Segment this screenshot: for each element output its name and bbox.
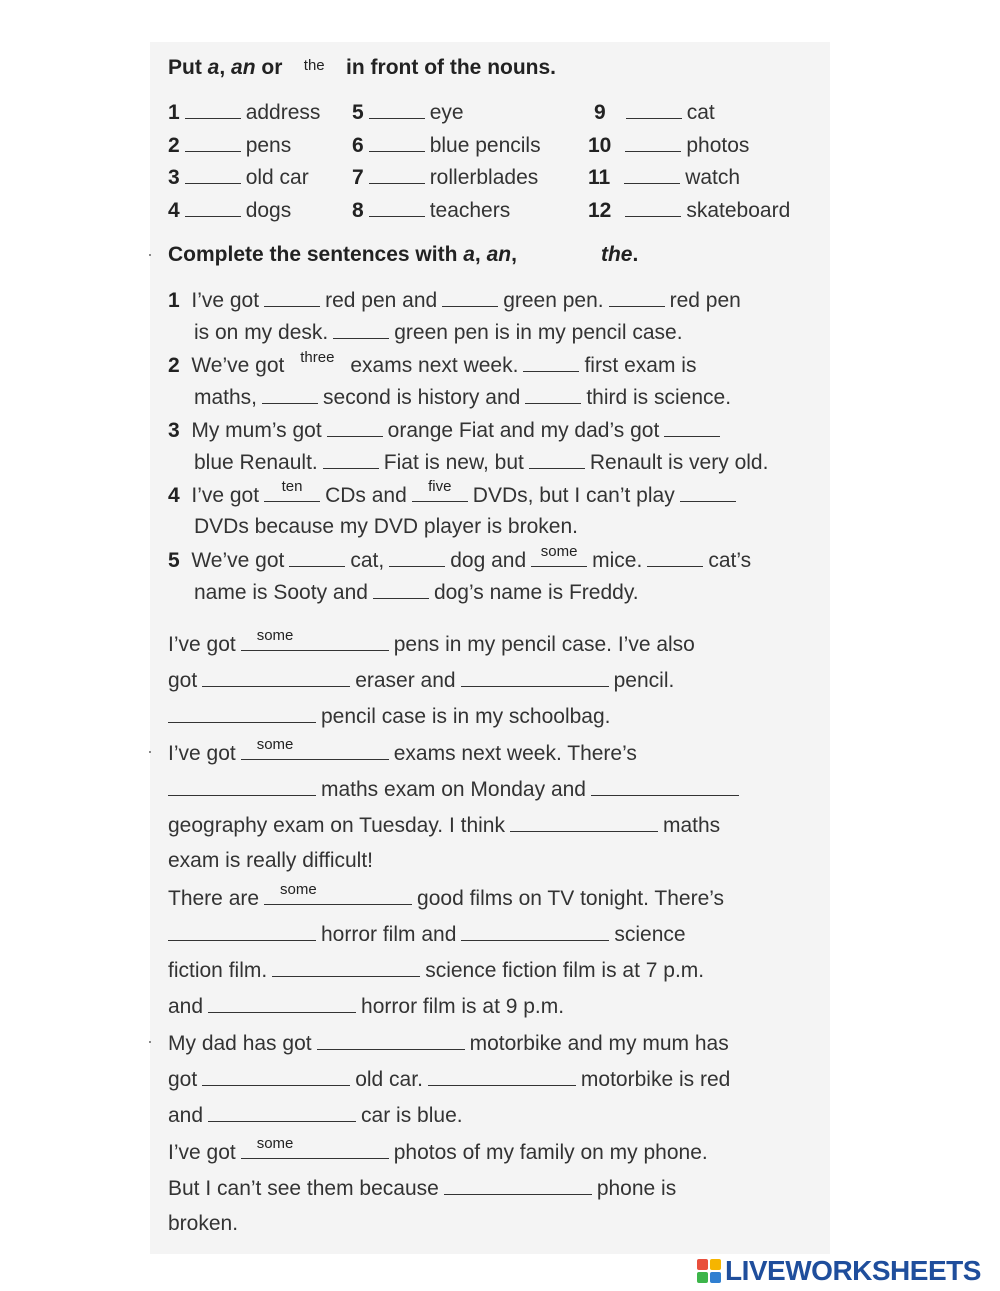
answer-blank[interactable] [389, 548, 445, 567]
ex1-item: 8 teachers [352, 199, 511, 222]
answer-blank[interactable] [523, 353, 579, 372]
ex1-item: 7 rollerblades [352, 166, 539, 189]
ex3-para-3-l2: horror film and science [168, 922, 686, 947]
ex3-para-5-l2: But I can’t see them because phone is [168, 1177, 677, 1200]
answer-blank[interactable] [168, 777, 316, 796]
answer-blank[interactable] [525, 385, 581, 404]
answer-blank[interactable] [442, 288, 498, 307]
answer-blank[interactable] [317, 1031, 465, 1050]
answer-blank[interactable] [444, 1176, 592, 1195]
answer-blank[interactable] [185, 165, 241, 184]
ex1-item: 2 pens [168, 134, 292, 157]
answer-blank[interactable] [647, 548, 703, 567]
ex2-sentence-2-cont: maths, second is history and third is science. [194, 386, 732, 409]
ex1-item: 11 watch [588, 166, 741, 189]
answer-blank[interactable]: some [241, 741, 389, 760]
ex1-item: 9 cat [594, 101, 715, 124]
answer-blank[interactable] [262, 385, 318, 404]
ex3-para-4-l2: got old car. motorbike is red [168, 1068, 731, 1091]
ex2-sentence-1: 1 I’ve got red pen and green pen. red pen [168, 289, 741, 312]
liveworksheets-logo-icon [697, 1259, 721, 1283]
answer-blank[interactable] [591, 777, 739, 796]
answer-blank[interactable] [327, 418, 383, 437]
title-answer-blank[interactable]: the [303, 57, 325, 74]
answer-blank[interactable] [185, 198, 241, 217]
ex2-sentence-2: 2 We’ve got three exams next week. first exam is [168, 349, 697, 377]
answer-blank[interactable]: some [264, 886, 412, 905]
bullet-mark: · [147, 741, 153, 761]
answer-blank[interactable] [680, 483, 736, 502]
answer-blank[interactable] [289, 548, 345, 567]
answer-blank[interactable] [461, 922, 609, 941]
ex2-sentence-4-cont: DVDs because my DVD player is broken. [194, 515, 578, 538]
ex2-sentence-5-cont: name is Sooty and dog’s name is Freddy. [194, 581, 639, 604]
answer-blank[interactable]: ten [264, 483, 320, 502]
ex3-para-4: My dad has got motorbike and my mum has [168, 1032, 729, 1055]
ex1-item: 12 skateboard [588, 199, 791, 222]
answer-blank[interactable] [664, 418, 720, 437]
answer-blank[interactable] [333, 320, 389, 339]
answer-blank[interactable]: some [241, 1140, 389, 1159]
answer-blank[interactable] [369, 133, 425, 152]
ex2-sentence-4: 4 I’ve got ten CDs and five DVDs, but I can’t play [168, 483, 741, 508]
exercise-1-title: Put a, an or the in front of the nouns. [168, 56, 557, 79]
ex1-item: 3 old car [168, 166, 309, 189]
answer-blank[interactable]: three [300, 349, 335, 366]
answer-blank[interactable] [369, 198, 425, 217]
answer-blank[interactable] [625, 198, 681, 217]
answer-blank[interactable] [168, 922, 316, 941]
ex3-para-3: There are some good films on TV tonight. There’s [168, 881, 725, 910]
bullet-mark: · [147, 244, 153, 264]
ex3-para-5-l3: broken. [168, 1212, 239, 1235]
ex1-item: 10 photos [588, 134, 750, 157]
ex1-item: 1 address [168, 101, 321, 124]
answer-blank[interactable] [208, 994, 356, 1013]
ex3-para-1-l2: got eraser and pencil. [168, 669, 675, 692]
liveworksheets-logo-text: LIVEWORKSHEETS [725, 1255, 981, 1286]
ex3-para-2: I’ve got some exams next week. There’s [168, 736, 637, 765]
answer-blank[interactable] [202, 1067, 350, 1086]
bullet-mark: · [147, 1031, 153, 1051]
ex3-para-3-l3: fiction film. science fiction film is at 7 p.m. [168, 959, 705, 982]
ex3-para-2-l4: exam is really difficult! [168, 849, 374, 872]
answer-blank[interactable] [510, 813, 658, 832]
ex2-sentence-3-cont: blue Renault. Fiat is new, but Renault is very old. [194, 451, 769, 474]
ex3-para-4-l3: and car is blue. [168, 1104, 463, 1127]
ex3-para-1-l3: pencil case is in my schoolbag. [168, 704, 610, 729]
answer-blank[interactable] [369, 100, 425, 119]
ex2-sentence-3: 3 My mum’s got orange Fiat and my dad’s got [168, 418, 725, 443]
answer-blank[interactable] [264, 288, 320, 307]
answer-blank[interactable] [185, 133, 241, 152]
answer-blank[interactable] [272, 958, 420, 977]
answer-blank[interactable] [428, 1067, 576, 1086]
ex1-item: 5 eye [352, 101, 464, 124]
answer-blank[interactable]: some [241, 632, 389, 651]
ex3-para-5: I’ve got some photos of my family on my phone. [168, 1135, 708, 1164]
answer-blank[interactable] [373, 580, 429, 599]
answer-blank[interactable] [168, 704, 316, 723]
ex2-sentence-5: 5 We’ve got cat, dog and some mice. cat’s [168, 543, 752, 572]
answer-blank[interactable]: some [531, 548, 587, 567]
answer-blank[interactable] [625, 133, 681, 152]
ex3-para-1: I’ve got some pens in my pencil case. I’ve also [168, 627, 695, 656]
ex1-item: 6 blue pencils [352, 134, 541, 157]
answer-blank[interactable] [624, 165, 680, 184]
answer-blank[interactable] [323, 450, 379, 469]
liveworksheets-logo [697, 1256, 981, 1286]
exercise-2-title: Complete the sentences with a, an, the. [168, 243, 639, 266]
answer-blank[interactable] [208, 1103, 356, 1122]
answer-blank[interactable] [369, 165, 425, 184]
ex3-para-2-l2: maths exam on Monday and [168, 777, 744, 802]
answer-blank[interactable]: five [412, 483, 468, 502]
answer-blank[interactable] [202, 668, 350, 687]
answer-blank[interactable] [185, 100, 241, 119]
answer-blank[interactable] [626, 100, 682, 119]
answer-blank[interactable] [529, 450, 585, 469]
ex2-sentence-1-cont: is on my desk. green pen is in my pencil case. [194, 321, 683, 344]
ex3-para-3-l4: and horror film is at 9 p.m. [168, 995, 565, 1018]
answer-blank[interactable] [609, 288, 665, 307]
ex1-item: 4 dogs [168, 199, 292, 222]
answer-blank[interactable] [461, 668, 609, 687]
ex3-para-2-l3: geography exam on Tuesday. I think maths [168, 814, 721, 837]
